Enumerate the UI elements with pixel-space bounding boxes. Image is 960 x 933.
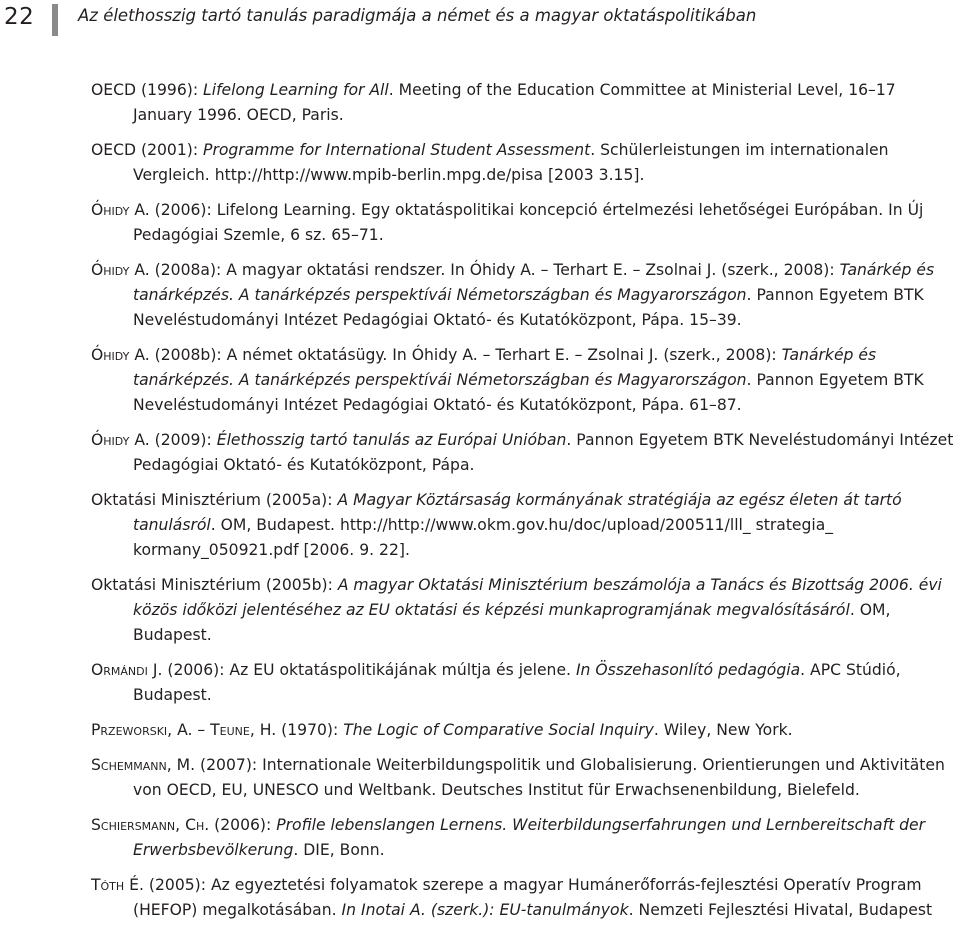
reference-author: Óhidy xyxy=(91,431,130,449)
reference-title: In Inotai A. (szerk.): EU-tanulmányok xyxy=(341,901,629,919)
reference-title: Profile lebenslangen Lernens. Weiterbildungserfahrungen und Lernbereitschaft der Erwerbsbevölkerung xyxy=(133,816,926,859)
reference-text: . Pannon Egyetem BTK Neveléstudományi Intézet Pedagógiai Oktató- és Kutatóközpont, Pápa. 61–87. xyxy=(133,371,924,414)
reference-text: A. (2006): Lifelong Learning. Egy oktatáspolitikai koncepció értelmezési lehetőségei Európában. In Új Pedagógiai Szemle, 6 sz. 65–71. xyxy=(129,201,924,244)
reference-title: Programme for International Student Assessment xyxy=(203,141,591,159)
reference-entry xyxy=(91,258,957,333)
reference-text: . DIE, Bonn. xyxy=(293,841,385,859)
reference-author: Schiersmann xyxy=(91,816,176,834)
reference-text: . Meeting of the Education Committee at Ministerial Level, 16–17 January 1996. OECD, Paris. xyxy=(133,81,896,124)
reference-entry xyxy=(91,198,957,248)
reference-text: . Wiley, New York. xyxy=(653,721,793,739)
reference-entry xyxy=(91,718,957,743)
reference-title: The Logic of Comparative Social Inquiry xyxy=(343,721,654,739)
page-number: 22 xyxy=(4,4,35,30)
bibliography-list xyxy=(91,78,957,933)
reference-text: A. (2008b): A német oktatásügy. In Óhidy A. – Terhart E. – Zsolnai J. (szerk., 2008): xyxy=(129,346,782,364)
reference-text: , M. (2007): Internationale Weiterbildungspolitik und Globalisierung. Orientierungen und Aktivitäten von OECD, EU, UNESCO und Weltbank. Deutsches Institut für Erwachsenenbildung, Bielefeld. xyxy=(133,756,945,799)
reference-title: In Összehasonlító pedagógia xyxy=(575,661,801,679)
reference-text: . Nemzeti Fejlesztési Hivatal, Budapest xyxy=(628,901,933,919)
reference-text: É. (2005): Az egyeztetési folyamatok szerepe a magyar Humánerőforrás-fejlesztési Operatív Program (HEFOP) megalkotásában. xyxy=(124,876,922,919)
reference-entry xyxy=(91,428,957,478)
reference-author: Ormándi xyxy=(91,661,148,679)
reference-author: Óhidy xyxy=(91,346,130,364)
reference-entry xyxy=(91,78,957,128)
reference-text: OECD (2001): xyxy=(91,141,204,159)
reference-text: . Schülerleistungen im internationalen Vergleich. http://http://www.mpib-berlin.mpg.de/pisa [2003 3.15]. xyxy=(133,141,889,184)
reference-text: . APC Stúdió, Budapest. xyxy=(133,661,901,704)
reference-author: Teune xyxy=(210,721,250,739)
reference-text: . OM, Budapest. xyxy=(133,601,891,644)
reference-text: . (2006): xyxy=(204,816,277,834)
running-title: Az élethosszig tartó tanulás paradigmája a német és a magyar oktatáspolitikában xyxy=(78,6,757,25)
reference-entry xyxy=(91,138,957,188)
reference-text: , A. – xyxy=(167,721,211,739)
reference-author: Tóth xyxy=(91,876,125,894)
reference-entry xyxy=(91,573,957,648)
reference-text: . Pannon Egyetem BTK Neveléstudományi Intézet Pedagógiai Oktató- és Kutatóközpont, Pápa. xyxy=(133,431,954,474)
reference-author: Óhidy xyxy=(91,201,130,219)
reference-text: , xyxy=(175,816,186,834)
reference-title: Lifelong Learning for All xyxy=(203,81,389,99)
reference-text: Oktatási Minisztérium (2005b): xyxy=(91,576,338,594)
reference-text: , H. (1970): xyxy=(249,721,344,739)
reference-entry xyxy=(91,813,957,863)
reference-entry xyxy=(91,343,957,418)
reference-author: Ch xyxy=(185,816,205,834)
reference-text: OECD (1996): xyxy=(91,81,204,99)
reference-entry xyxy=(91,488,957,563)
reference-title: A magyar Oktatási Minisztérium beszámolója a Tanács és Bizottság 2006. évi közös időközi jelentéséhez az EU oktatási és képzési munkaprogramjának megvalósításáról xyxy=(133,576,942,619)
reference-author: Óhidy xyxy=(91,261,130,279)
reference-entry xyxy=(91,658,957,708)
reference-entry xyxy=(91,873,957,923)
reference-text: A. (2008a): A magyar oktatási rendszer. In Óhidy A. – Terhart E. – Zsolnai J. (szerk., 2008): xyxy=(129,261,840,279)
reference-title: A Magyar Köztársaság kormányának stratégiája az egész életen át tartó tanulásról xyxy=(133,491,902,534)
header-divider xyxy=(52,4,58,36)
reference-text: . Pannon Egyetem BTK Neveléstudományi Intézet Pedagógiai Oktató- és Kutatóközpont, Pápa. 15–39. xyxy=(133,286,924,329)
page-header xyxy=(0,0,960,42)
reference-text: Oktatási Minisztérium (2005a): xyxy=(91,491,338,509)
reference-title: Tanárkép és tanárképzés. A tanárképzés perspektívái Németországban és Magyarországon xyxy=(133,261,935,304)
reference-author: Przeworski xyxy=(91,721,168,739)
reference-text: A. (2009): xyxy=(129,431,217,449)
reference-title: Tanárkép és tanárképzés. A tanárképzés perspektívái Németországban és Magyarországon xyxy=(133,346,877,389)
reference-entry xyxy=(91,753,957,803)
reference-text: J. (2006): Az EU oktatáspolitikájának múltja és jelene. xyxy=(147,661,576,679)
reference-author: Schemmann xyxy=(91,756,167,774)
reference-title: Élethosszig tartó tanulás az Európai Unióban xyxy=(216,431,567,449)
reference-text: . OM, Budapest. http://http://www.okm.gov.hu/doc/upload/200511/lll_ strategia_ kormany_050921.pdf [2006. 9. 22]. xyxy=(133,516,834,559)
